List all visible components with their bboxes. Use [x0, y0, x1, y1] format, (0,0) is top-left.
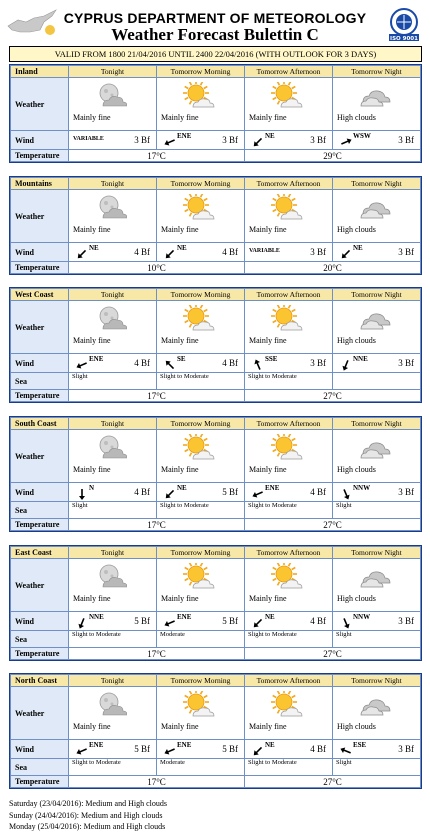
temperature-night: 17°C	[69, 390, 245, 402]
wind-cell	[157, 483, 244, 501]
weather-cell	[333, 430, 420, 482]
wind-force: 4 Bf	[134, 247, 150, 257]
wind-cell	[157, 740, 244, 758]
wind-cell	[333, 243, 420, 261]
sea-state: Slight	[333, 759, 421, 776]
wind-direction: NNE	[89, 613, 104, 621]
wind-cell	[245, 740, 332, 758]
wind-force: 5 Bf	[134, 744, 150, 754]
outlook-day-1: Saturday (23/04/2016): Medium and High clouds	[9, 799, 167, 808]
sea-state: Slight to Moderate	[157, 502, 245, 519]
wind-force: 4 Bf	[134, 487, 150, 497]
sea-state: Slight	[333, 502, 421, 519]
temperature-day: 27°C	[245, 776, 421, 788]
wind-cell	[333, 483, 420, 501]
wind-cell	[157, 131, 244, 149]
wind-cell	[69, 483, 156, 501]
wind-cell	[157, 612, 244, 630]
region-east-coast	[9, 545, 422, 661]
weather-cell	[245, 687, 332, 739]
wind-force: 4 Bf	[310, 487, 326, 497]
iso-9001-badge-icon	[386, 6, 422, 42]
region-name: Inland	[11, 66, 69, 78]
weather-description: Mainly fine	[161, 113, 199, 122]
weather-description: High clouds	[337, 465, 376, 474]
wind-cell	[69, 740, 156, 758]
weather-description: Mainly fine	[161, 465, 199, 474]
temperature-day: 20°C	[245, 262, 421, 274]
wind-direction: N	[89, 484, 95, 492]
region-north-coast	[9, 673, 422, 789]
column-header: Tomorrow Afternoon	[245, 418, 333, 430]
weather-cell	[245, 301, 332, 353]
wind-direction: NNW	[353, 613, 371, 621]
outlook-day-2: Sunday (24/04/2016): Medium and High clouds	[9, 810, 163, 820]
wind-force: 5 Bf	[222, 616, 238, 626]
column-header: Tonight	[69, 178, 157, 190]
temperature-night: 17°C	[69, 648, 245, 660]
weather-cell	[157, 301, 244, 353]
sea-state: Slight	[69, 373, 157, 390]
wind-direction: NE	[353, 244, 363, 252]
wind-direction: NE	[265, 741, 275, 749]
column-header: Tomorrow Afternoon	[245, 289, 333, 301]
wind-cell	[245, 354, 332, 372]
weather-cell	[157, 78, 244, 130]
weather-label: Weather	[11, 559, 69, 612]
column-header: Tonight	[69, 547, 157, 559]
wind-force: 3 Bf	[310, 135, 326, 145]
column-header: Tomorrow Afternoon	[245, 178, 333, 190]
temperature-label: Temperature	[11, 390, 69, 402]
wind-direction: SSE	[265, 355, 278, 363]
sea-label: Sea	[11, 373, 69, 390]
weather-cell	[69, 430, 156, 482]
wind-force: 4 Bf	[310, 744, 326, 754]
column-header: Tomorrow Morning	[157, 66, 245, 78]
weather-label: Weather	[11, 687, 69, 740]
bulletin-header	[0, 0, 430, 46]
weather-description: Mainly fine	[73, 225, 111, 234]
wind-force: 3 Bf	[222, 135, 238, 145]
weather-cell	[157, 559, 244, 611]
weather-description: Mainly fine	[73, 465, 111, 474]
weather-description: Mainly fine	[249, 594, 287, 603]
wind-cell	[333, 740, 420, 758]
wind-force: 3 Bf	[398, 135, 414, 145]
temperature-night: 17°C	[69, 776, 245, 788]
wind-cell	[245, 131, 332, 149]
wind-cell	[333, 354, 420, 372]
region-inland	[9, 64, 422, 163]
weather-cell	[333, 687, 420, 739]
sea-state: Slight to Moderate	[69, 759, 157, 776]
wind-direction: VARIABLE	[73, 136, 104, 142]
wind-cell	[157, 354, 244, 372]
sea-state: Slight to Moderate	[245, 759, 333, 776]
wind-force: 4 Bf	[222, 247, 238, 257]
weather-label: Weather	[11, 301, 69, 354]
wind-direction: NE	[89, 244, 99, 252]
wind-direction: ENE	[177, 132, 192, 140]
weather-description: Mainly fine	[73, 722, 111, 731]
column-header: Tomorrow Night	[333, 66, 421, 78]
weather-cell	[333, 190, 420, 242]
outlook-section	[9, 798, 167, 833]
wind-direction: ENE	[89, 355, 104, 363]
temperature-label: Temperature	[11, 648, 69, 660]
column-header: Tomorrow Afternoon	[245, 675, 333, 687]
sea-state: Slight to Moderate	[157, 373, 245, 390]
weather-cell	[69, 559, 156, 611]
temperature-day: 27°C	[245, 519, 421, 531]
wind-direction: ENE	[89, 741, 104, 749]
weather-description: Mainly fine	[249, 225, 287, 234]
wind-direction: ENE	[265, 484, 280, 492]
wind-force: 3 Bf	[310, 247, 326, 257]
wind-label: Wind	[11, 483, 69, 502]
region-name: South Coast	[11, 418, 69, 430]
wind-cell	[245, 483, 332, 501]
wind-direction: NE	[177, 484, 187, 492]
sea-label: Sea	[11, 759, 69, 776]
wind-force: 4 Bf	[222, 358, 238, 368]
temperature-day: 27°C	[245, 648, 421, 660]
sea-state: Slight to Moderate	[245, 631, 333, 648]
weather-description: Mainly fine	[73, 594, 111, 603]
weather-description: Mainly fine	[73, 336, 111, 345]
weather-description: Mainly fine	[161, 594, 199, 603]
temperature-night: 10°C	[69, 262, 245, 274]
column-header: Tomorrow Night	[333, 418, 421, 430]
wind-force: 4 Bf	[134, 358, 150, 368]
sea-state: Slight	[333, 631, 421, 648]
column-header: Tomorrow Morning	[157, 418, 245, 430]
wind-force: 5 Bf	[222, 487, 238, 497]
weather-cell	[333, 301, 420, 353]
wind-cell	[69, 243, 156, 261]
weather-description: High clouds	[337, 336, 376, 345]
weather-description: High clouds	[337, 113, 376, 122]
weather-cell	[245, 430, 332, 482]
weather-description: High clouds	[337, 722, 376, 731]
weather-description: Mainly fine	[249, 465, 287, 474]
sea-state: Moderate	[157, 631, 245, 648]
column-header: Tonight	[69, 418, 157, 430]
column-header: Tonight	[69, 289, 157, 301]
svg-text:ISO 9001: ISO 9001	[390, 36, 418, 42]
wind-cell	[333, 131, 420, 149]
wind-label: Wind	[11, 354, 69, 373]
column-header: Tomorrow Morning	[157, 178, 245, 190]
sea-label: Sea	[11, 631, 69, 648]
weather-cell	[245, 190, 332, 242]
wind-direction: ENE	[177, 613, 192, 621]
sea-state: Slight to Moderate	[245, 502, 333, 519]
region-west-coast	[9, 287, 422, 403]
wind-cell	[69, 612, 156, 630]
validity-banner: VALID FROM 1800 21/04/2016 UNTIL 2400 22/04/2016 (WITH OUTLOOK FOR 3 DAYS)	[9, 46, 422, 62]
wind-force: 5 Bf	[134, 616, 150, 626]
outlook-day-3: Monday (25/04/2016): Medium and High clouds	[9, 822, 166, 831]
sea-state	[333, 373, 421, 390]
wind-direction: ENE	[177, 741, 192, 749]
weather-description: High clouds	[337, 225, 376, 234]
column-header: Tonight	[69, 675, 157, 687]
wind-direction: VARIABLE	[249, 248, 280, 254]
department-title: CYPRUS DEPARTMENT OF METEOROLOGY	[63, 10, 367, 26]
weather-label: Weather	[11, 190, 69, 243]
wind-force: 3 Bf	[398, 616, 414, 626]
weather-description: Mainly fine	[249, 336, 287, 345]
column-header: Tomorrow Morning	[157, 289, 245, 301]
weather-description: High clouds	[337, 594, 376, 603]
column-header: Tonight	[69, 66, 157, 78]
weather-label: Weather	[11, 430, 69, 483]
weather-description: Mainly fine	[161, 225, 199, 234]
region-name: Mountains	[11, 178, 69, 190]
wind-force: 4 Bf	[310, 616, 326, 626]
weather-cell	[245, 78, 332, 130]
wind-direction: NNE	[353, 355, 368, 363]
wind-force: 3 Bf	[398, 487, 414, 497]
wind-direction: NE	[265, 132, 275, 140]
weather-cell	[245, 559, 332, 611]
weather-cell	[157, 687, 244, 739]
bulletin-title: Weather Forecast Bulettin C	[111, 25, 319, 44]
wind-force: 3 Bf	[134, 135, 150, 145]
wind-cell	[69, 354, 156, 372]
column-header: Tomorrow Afternoon	[245, 547, 333, 559]
column-header: Tomorrow Night	[333, 547, 421, 559]
temperature-label: Temperature	[11, 150, 69, 162]
weather-cell	[69, 687, 156, 739]
weather-label: Weather	[11, 78, 69, 131]
weather-cell	[157, 430, 244, 482]
column-header: Tomorrow Night	[333, 178, 421, 190]
wind-force: 3 Bf	[398, 358, 414, 368]
weather-cell	[333, 78, 420, 130]
region-name: West Coast	[11, 289, 69, 301]
wind-force: 3 Bf	[398, 744, 414, 754]
weather-description: Mainly fine	[161, 336, 199, 345]
temperature-label: Temperature	[11, 519, 69, 531]
weather-description: Mainly fine	[161, 722, 199, 731]
temperature-label: Temperature	[11, 262, 69, 274]
wind-label: Wind	[11, 131, 69, 150]
column-header: Tomorrow Morning	[157, 675, 245, 687]
weather-description: Mainly fine	[73, 113, 111, 122]
weather-cell	[69, 78, 156, 130]
weather-cell	[333, 559, 420, 611]
sea-state: Slight to Moderate	[245, 373, 333, 390]
region-mountains	[9, 176, 422, 275]
wind-direction: WSW	[353, 132, 371, 140]
sea-state: Moderate	[157, 759, 245, 776]
column-header: Tomorrow Night	[333, 675, 421, 687]
wind-label: Wind	[11, 612, 69, 631]
sea-state: Slight to Moderate	[69, 631, 157, 648]
temperature-night: 17°C	[69, 519, 245, 531]
column-header: Tomorrow Afternoon	[245, 66, 333, 78]
wind-direction: SE	[177, 355, 186, 363]
wind-cell	[245, 243, 332, 261]
weather-description: Mainly fine	[249, 113, 287, 122]
temperature-label: Temperature	[11, 776, 69, 788]
weather-description: Mainly fine	[249, 722, 287, 731]
weather-cell	[157, 190, 244, 242]
region-south-coast	[9, 416, 422, 532]
wind-cell	[333, 612, 420, 630]
weather-cell	[69, 190, 156, 242]
temperature-night: 17°C	[69, 150, 245, 162]
wind-direction: NE	[265, 613, 275, 621]
wind-force: 5 Bf	[222, 744, 238, 754]
sea-label: Sea	[11, 502, 69, 519]
wind-label: Wind	[11, 243, 69, 262]
region-name: North Coast	[11, 675, 69, 687]
wind-label: Wind	[11, 740, 69, 759]
weather-cell	[69, 301, 156, 353]
temperature-day: 29°C	[245, 150, 421, 162]
wind-force: 3 Bf	[398, 247, 414, 257]
wind-force: 3 Bf	[310, 358, 326, 368]
wind-direction: ESE	[353, 741, 367, 749]
temperature-day: 27°C	[245, 390, 421, 402]
column-header: Tomorrow Night	[333, 289, 421, 301]
wind-direction: NNW	[353, 484, 371, 492]
column-header: Tomorrow Morning	[157, 547, 245, 559]
wind-cell	[157, 243, 244, 261]
wind-cell	[245, 612, 332, 630]
wind-cell	[69, 131, 156, 149]
wind-direction: NE	[177, 244, 187, 252]
sea-state: Slight	[69, 502, 157, 519]
region-name: East Coast	[11, 547, 69, 559]
